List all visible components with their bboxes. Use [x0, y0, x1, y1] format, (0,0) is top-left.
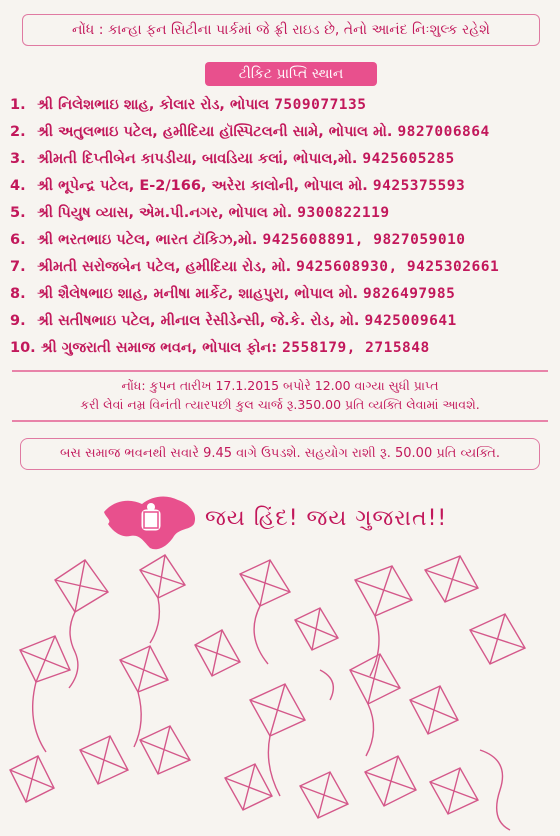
list-item: 6. શ્રી ભરતભાઇ પટેલ, ભારત ટૉકિઝ,મો. 9425608891, 9827059010	[10, 232, 466, 248]
kite-icon	[140, 726, 190, 774]
kites-illustration	[0, 550, 560, 836]
kite-icon	[225, 764, 272, 810]
coupon-note-line-2: કરી લેવાં નમ્ર વિનંતી ત્યારપછી કુલ ચાર્જ રૂ.350.00 પ્રતિ વ્યક્તિ લેવામાં આવશે.	[80, 397, 480, 412]
kite-icon	[470, 614, 525, 664]
list-item: 1. શ્રી નિલેશભાઇ શાહ, કોલાર રોડ, ભોપાલ 7509077135	[10, 97, 367, 113]
kite-icon	[195, 630, 240, 676]
list-item: 4. શ્રી ભૂપેન્દ્ર પટેલ, E-2/166, અરેરા કાલોની, ભોપાલ મો. 9425375593	[10, 178, 466, 194]
kite-icon	[365, 756, 416, 806]
kite-icon	[120, 646, 168, 747]
divider	[12, 420, 548, 422]
list-item: 2. શ્રી અતુલભાઇ પટેલ, હમીદિયા હૉસ્પિટલની સામે, ભોપાલ મો. 9827006864	[10, 124, 490, 140]
list-item: 5. શ્રી પિયુષ વ્યાસ, એમ.પી.નગર, ભોપાલ મો. 9300822119	[10, 205, 390, 221]
kite-icon	[430, 768, 478, 814]
kite-icon	[20, 636, 70, 752]
free-ride-note: નોંધ : કાન્હા ફન સિટીના પાર્કમાં જે ફ્રી રાઇડ છે, તેનો આનંદ નિઃશુલ્ક રહેશે	[22, 14, 540, 46]
divider	[12, 370, 548, 372]
kite-icon	[350, 654, 400, 756]
coupon-note-line-1: નોંધ: કુપન તારીખ 17.1.2015 બપોરે 12.00 વાગ્યા સુધી પ્રાપ્ત	[121, 378, 439, 393]
gujarat-map-logo-icon	[100, 490, 200, 552]
list-item: 8. શ્રી શૈલેષભાઇ શાહ, મનીષા માર્કેટ, શાહપુરા, ભોપાલ મો. 9826497985	[10, 286, 456, 302]
list-item: 7. શ્રીમતી સરોજબેન પટેલ, હમીદિયા રોડ, મો. 9425608930, 9425302661	[10, 259, 500, 275]
kite-icon	[410, 686, 458, 734]
kite-icon	[295, 608, 338, 650]
list-item: 10. શ્રી ગુજરાતી સમાજ ભવન, ભોપાલ ફોન: 2558179, 2715848	[10, 340, 430, 356]
list-item: 3. શ્રીમતી દિપ્તીબેન કાપડીયા, બાવડિયા કલાં, ભોપાલ,મો. 9425605285	[10, 151, 455, 167]
slogan: જય હિંદ! જય ગુજરાત!!	[205, 506, 448, 531]
bus-departure-note: બસ સમાજ ભવનથી સવારે 9.45 વાગે ઉપડશે. સહયોગ રાશી રૂ. 50.00 પ્રતિ વ્યક્તિ.	[20, 438, 540, 470]
ticket-location-heading: ટીકિટ પ્રાપ્તિ સ્થાન	[205, 62, 377, 86]
ticket-address-list	[10, 92, 555, 362]
kite-icon	[140, 555, 185, 643]
kite-icon	[55, 560, 108, 688]
kite-icon	[425, 556, 478, 602]
kite-icon	[80, 736, 128, 784]
kite-icon	[300, 772, 348, 818]
kite-icon	[240, 560, 290, 664]
coupon-deadline-note	[10, 376, 550, 414]
kite-icon	[10, 756, 54, 802]
kite-icon	[250, 684, 305, 796]
list-item: 9. શ્રી સતીષભાઇ પટેલ, મીનાલ રેસીડેન્સી, જે.કે. રોડ, મો. 9425009641	[10, 313, 457, 329]
